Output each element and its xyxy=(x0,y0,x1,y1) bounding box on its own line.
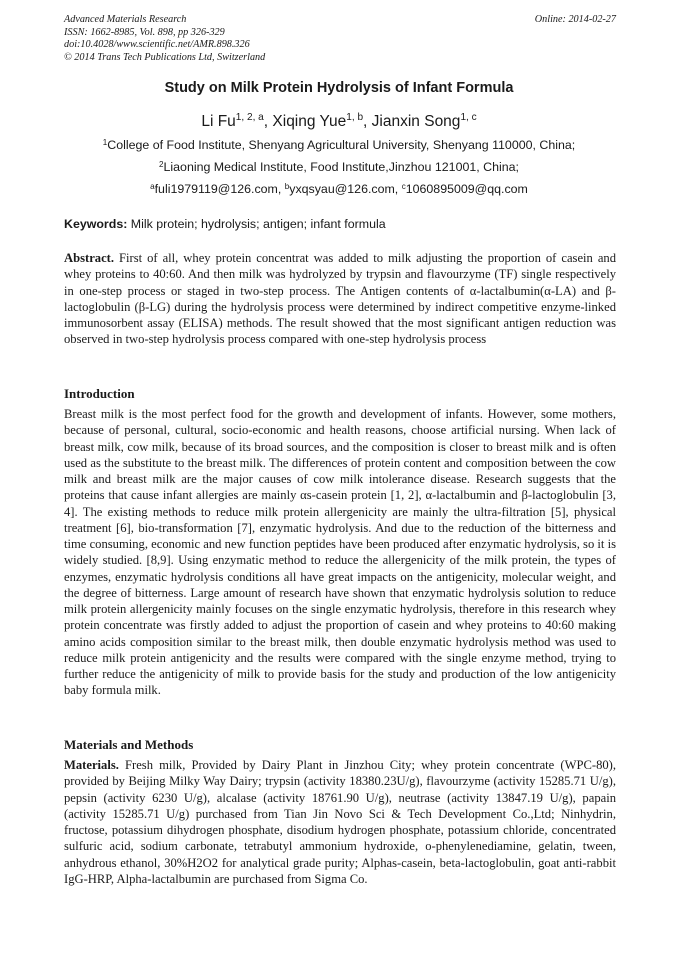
author-sup: 1, 2, a xyxy=(235,112,264,124)
email-list xyxy=(0,182,678,196)
materials-paragraph xyxy=(64,757,616,887)
affiliation-text: College of Food Institute, Shenyang Agricultural University, Shenyang 110000, China; xyxy=(107,138,576,152)
author-sup: 1, b xyxy=(346,112,364,124)
keywords-label: Keywords: xyxy=(64,217,128,231)
keywords-text: Milk protein; hydrolysis; antigen; infant formula xyxy=(127,217,386,231)
author-name: Li Fu xyxy=(201,113,236,130)
section-heading-introduction: Introduction xyxy=(64,386,135,401)
affiliation xyxy=(0,160,678,174)
abstract-label: Abstract. xyxy=(64,251,115,265)
email-sup: c xyxy=(401,181,406,191)
introduction-paragraph: Breast milk is the most perfect food for the growth and development of infants. However, some mothers, because of personal, cultural, socio-economic and health reasons, choose artificial nursing. When lack of breast milk, cow milk, because of its broad sources, and the composition is closer to breast milk and is often used as the substitute to the breast milk. The differences of protein content and composition between the cow milk and breast milk are the major causes of cow milk intolerance disease. Research suggests that the proteins that cause infant allergies are mainly αs-casein protein [1, 2], α-lactalbumin and β-lactoglobulin [3, 4]. The existing methods to reduce milk protein allergenicity are mainly the ultra-filtration [5], physical treatment [6], bio-transformation [7], enzymatic hydrolysis. And due to the reduction of the bitterness and time consuming, economic and new function peptides have been produced after enzymatic hydrolysis, so it is widely studied. [8,9]. Using enzymatic method to reduce the allergenicity of the milk protein, the types of enzymes, enzymatic hydrolysis conditions all have great impacts on the antigenicity, molecular weight, and the degree of bitterness. Large amount of research have shown that enzymatic hydrolysis solution to reduce milk protein allergenicity mainly focuses on the single enzymatic hydrolysis, therefore in this research whey protein concentrate was firstly added to adjust the proportion of casein and whey proteins to 40:60 making amino acids composition similar to the breast milk, then double enzymatic hydrolysis method was used to reduce milk protein antigenicity and the results were compared with the single enzyme method, trying to further reduce the antigenicity of milk to provide basis for the study and production of the low antigenicity baby formula milk. xyxy=(64,407,616,698)
affiliation-sup: 2 xyxy=(159,159,164,169)
materials-label: Materials. xyxy=(64,758,119,772)
email-address: yxqsyau@126.com, xyxy=(289,182,402,196)
abstract-text: First of all, whey protein concentrat was added to milk adjusting the proportion of casein and whey proteins to 40:60. And then milk was hydrolyzed by trypsin and flavourzyme (TF) single respectively in one-step process or staged in two-step process. The Antigen contents of α-lactalbumin(α-LA) and β-lactoglobulin (β-LG) during the hydrolysis process were determined by indirect competitive enzyme-linked immunosorbent assay (ELISA) methods. The result showed that the most significant antigen reduction was observed in two-step hydrolysis process compared with one-step hydrolysis process xyxy=(64,251,616,347)
journal-name: Advanced Materials Research xyxy=(64,14,187,25)
abstract-paragraph xyxy=(64,250,616,348)
copyright-line: © 2014 Trans Tech Publications Ltd, Switzerland xyxy=(64,51,266,63)
email-sup: a xyxy=(150,181,155,191)
issn-line: ISSN: 1662-8985, Vol. 898, pp 326-329 xyxy=(64,26,225,38)
email-sup: b xyxy=(284,181,290,191)
online-date: Online: 2014-02-27 xyxy=(534,14,616,25)
keywords-line xyxy=(64,217,616,231)
affiliation xyxy=(0,138,678,152)
author-name: Jianxin Song xyxy=(371,113,461,130)
affiliation-sup: 1 xyxy=(102,137,108,147)
author-name: Xiqing Yue xyxy=(272,113,347,130)
email-address: fuli1979119@126.com, xyxy=(154,182,285,196)
section-heading-methods: Materials and Methods xyxy=(64,737,194,752)
journal-header xyxy=(64,14,616,64)
paper-title: Study on Milk Protein Hydrolysis of Infant Formula xyxy=(164,80,514,96)
materials-text: Fresh milk, Provided by Dairy Plant in Jinzhou City; whey protein concentrate (WPC-80), provided by Beijing Milky Way Dairy; trypsin (activity 18380.23U/g), flavourzyme (activity 15285.71 U/g), pepsin (activity 6230 U/g), alcalase (activity 18761.90 U/g), neutrase (activity 13847.19 U/g), papain (activity 15285.71 U/g) purchased from Tian Jin Novo Sci & Tech Development Co.,Ltd; Ninhydrin, fructose, potassium dihydrogen phosphate, disodium hydrogen phosphate, potassium chloride, concentrated sulfuric acid, sodium carbonate, tetrabutyl ammonium hydroxide, o-phenylenediamine, gelatin, tween, anhydrous ethanol, 30%H2O2 for analytical grade purity; Alphas-casein, beta-lactoglobulin, goat anti-rabbit IgG-HRP, Alpha-lactalbumin are purchased from Sigma Co. xyxy=(64,758,616,886)
affiliation-text: Liaoning Medical Institute, Food Institute,Jinzhou 121001, China; xyxy=(163,160,519,174)
author-sup: 1, c xyxy=(460,112,477,124)
email-address: 1060895009@qq.com xyxy=(405,182,528,196)
doi-line: doi:10.4028/www.scientific.net/AMR.898.326 xyxy=(64,39,250,51)
author-list: Li Fu$^{1, 2, a}$, Xiqing Yue$^{1, b}$, Jianxin Song$^{1, c}$ xyxy=(201,112,477,130)
